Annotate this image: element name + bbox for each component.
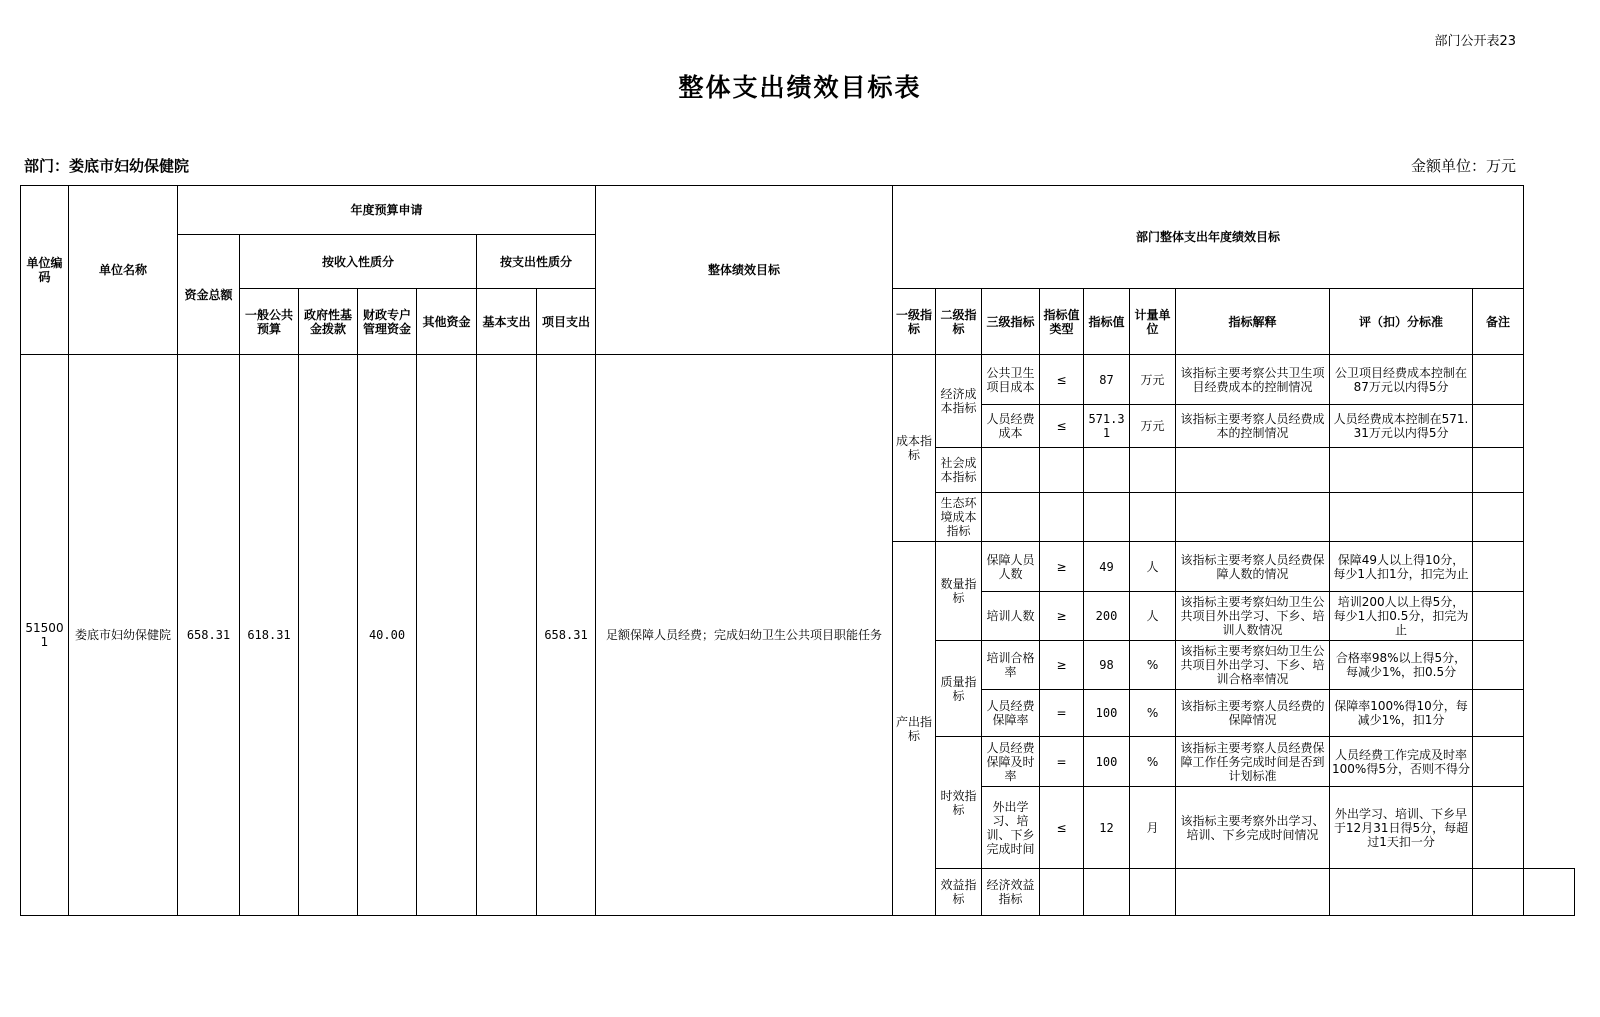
header-annual-budget: 年度预算申请 — [178, 186, 596, 235]
level2-eco-cost: 生态环境成本指标 — [936, 493, 982, 542]
other-funds-cell — [417, 355, 477, 916]
scoring-cell: 人员经费成本控制在571.31万元以内得5分 — [1330, 405, 1473, 448]
header-measure: 计量单位 — [1130, 289, 1176, 355]
level2-quantity: 数量指标 — [936, 542, 982, 641]
explanation-cell: 该指标主要考察外出学习、培训、下乡完成时间情况 — [1176, 787, 1330, 869]
header-general-budget: 一般公共预算 — [240, 289, 299, 355]
scoring-cell: 公卫项目经费成本控制在87万元以内得5分 — [1330, 355, 1473, 405]
header-by-income: 按收入性质分 — [240, 235, 477, 289]
project-expense-cell: 658.31 — [537, 355, 596, 916]
explanation-cell: 该指标主要考察妇幼卫生公共项目外出学习、下乡、培训人数情况 — [1176, 592, 1330, 641]
scoring-cell: 保障49人以上得10分，每少1人扣1分，扣完为止 — [1330, 542, 1473, 592]
header-total-funds: 资金总额 — [178, 235, 240, 355]
level3-cell: 人员经费保障及时率 — [982, 737, 1040, 787]
level3-cell: 培训人数 — [982, 592, 1040, 641]
level3-cell: 保障人员人数 — [982, 542, 1040, 592]
remarks-cell — [1473, 542, 1524, 592]
level3-cell — [1040, 869, 1084, 916]
explanation-cell: 该指标主要考察人员经费保障工作任务完成时间是否到计划标准 — [1176, 737, 1330, 787]
measure-cell — [1130, 448, 1176, 493]
value-type-cell: ≤ — [1040, 787, 1084, 869]
measure-cell: % — [1130, 737, 1176, 787]
level2-econ-benefit: 经济效益指标 — [982, 869, 1040, 916]
remarks-cell — [1473, 355, 1524, 405]
explanation-cell: 该指标主要考察妇幼卫生公共项目外出学习、下乡、培训合格率情况 — [1176, 641, 1330, 690]
explanation-cell — [1176, 448, 1330, 493]
value-type-cell: ≥ — [1040, 592, 1084, 641]
page-title: 整体支出绩效目标表 — [678, 73, 922, 102]
scoring-cell: 合格率98%以上得5分，每减少1%，扣0.5分 — [1330, 641, 1473, 690]
measure-cell: 人 — [1130, 542, 1176, 592]
measure-cell: 月 — [1130, 787, 1176, 869]
remarks-cell — [1473, 787, 1524, 869]
value-cell: 200 — [1084, 592, 1130, 641]
level3-cell: 人员经费保障率 — [982, 690, 1040, 737]
form-number: 部门公开表23 — [1434, 34, 1516, 49]
value-cell — [1084, 448, 1130, 493]
value-type-cell: = — [1040, 737, 1084, 787]
header-value-type: 指标值类型 — [1040, 289, 1084, 355]
measure-cell: 万元 — [1130, 405, 1176, 448]
value-type-cell: ≤ — [1040, 355, 1084, 405]
remarks-cell — [1473, 690, 1524, 737]
unit-name-cell: 娄底市妇幼保健院 — [69, 355, 178, 916]
special-account-cell: 40.00 — [358, 355, 417, 916]
header-overall-goal: 整体绩效目标 — [596, 186, 893, 355]
header-value: 指标值 — [1084, 289, 1130, 355]
header-by-expense: 按支出性质分 — [477, 235, 596, 289]
department-label: 部门：娄底市妇幼保健院 — [24, 157, 190, 175]
scoring-cell — [1330, 493, 1473, 542]
header-special-account: 财政专户管理资金 — [358, 289, 417, 355]
value-type-cell: ≥ — [1040, 542, 1084, 592]
value-type-cell: = — [1040, 690, 1084, 737]
header-scoring: 评（扣）分标准 — [1330, 289, 1473, 355]
level3-cell: 公共卫生项目成本 — [982, 355, 1040, 405]
unit-code-cell: 515001 — [21, 355, 69, 916]
measure-cell: % — [1130, 641, 1176, 690]
measure-cell: % — [1130, 690, 1176, 737]
remarks-cell — [1524, 869, 1575, 916]
gov-fund-cell — [299, 355, 358, 916]
level3-cell: 外出学习、培训、下乡完成时间 — [982, 787, 1040, 869]
measure-cell — [1130, 493, 1176, 542]
header-gov-fund: 政府性基金拨款 — [299, 289, 358, 355]
value-cell: 100 — [1084, 690, 1130, 737]
value-type-cell — [1040, 448, 1084, 493]
basic-expense-cell — [477, 355, 537, 916]
level1-benefit: 效益指标 — [936, 869, 982, 916]
value-type-cell — [1084, 869, 1130, 916]
value-type-cell: ≥ — [1040, 641, 1084, 690]
overall-goal-cell: 足额保障人员经费；完成妇幼卫生公共项目职能任务 — [596, 355, 893, 916]
explanation-cell: 该指标主要考察人员经费成本的控制情况 — [1176, 405, 1330, 448]
remarks-cell — [1473, 592, 1524, 641]
scoring-cell: 培训200人以上得5分，每少1人扣0.5分，扣完为止 — [1330, 592, 1473, 641]
level3-cell: 培训合格率 — [982, 641, 1040, 690]
header-level3: 三级指标 — [982, 289, 1040, 355]
general-budget-cell: 618.31 — [240, 355, 299, 916]
scoring-cell — [1473, 869, 1524, 916]
header-remarks: 备注 — [1473, 289, 1524, 355]
total-funds-cell: 658.31 — [178, 355, 240, 916]
remarks-cell — [1473, 737, 1524, 787]
value-cell: 571.31 — [1084, 405, 1130, 448]
level1-cost: 成本指标 — [893, 355, 936, 542]
value-cell — [1084, 493, 1130, 542]
remarks-cell — [1473, 493, 1524, 542]
explanation-cell: 该指标主要考察人员经费的保障情况 — [1176, 690, 1330, 737]
measure-cell — [1176, 869, 1330, 916]
remarks-cell — [1473, 448, 1524, 493]
explanation-cell: 该指标主要考察人员经费保障人数的情况 — [1176, 542, 1330, 592]
value-cell: 100 — [1084, 737, 1130, 787]
value-type-cell: ≤ — [1040, 405, 1084, 448]
remarks-cell — [1473, 405, 1524, 448]
header-level1: 一级指标 — [893, 289, 936, 355]
performance-table — [20, 185, 1575, 916]
header-level2: 二级指标 — [936, 289, 982, 355]
explanation-cell: 该指标主要考察公共卫生项目经费成本的控制情况 — [1176, 355, 1330, 405]
level1-output: 产出指标 — [893, 542, 936, 916]
amount-unit-label: 金额单位：万元 — [1410, 157, 1516, 175]
header-project-expense: 项目支出 — [537, 289, 596, 355]
level3-cell — [982, 493, 1040, 542]
scoring-cell: 保障率100%得10分，每减少1%，扣1分 — [1330, 690, 1473, 737]
value-cell: 12 — [1084, 787, 1130, 869]
measure-cell: 万元 — [1130, 355, 1176, 405]
header-basic-expense: 基本支出 — [477, 289, 537, 355]
value-cell — [1130, 869, 1176, 916]
table-row — [21, 355, 1575, 405]
level2-econ-cost: 经济成本指标 — [936, 355, 982, 448]
value-cell: 98 — [1084, 641, 1130, 690]
scoring-cell — [1330, 448, 1473, 493]
header-other-funds: 其他资金 — [417, 289, 477, 355]
value-cell: 49 — [1084, 542, 1130, 592]
value-cell: 87 — [1084, 355, 1130, 405]
remarks-cell — [1473, 641, 1524, 690]
scoring-cell: 外出学习、培训、下乡早于12月31日得5分，每超过1天扣一分 — [1330, 787, 1473, 869]
explanation-cell — [1330, 869, 1473, 916]
level3-cell — [982, 448, 1040, 493]
level2-timeliness: 时效指标 — [936, 737, 982, 869]
value-type-cell — [1040, 493, 1084, 542]
header-annual-goal: 部门整体支出年度绩效目标 — [893, 186, 1524, 289]
scoring-cell: 人员经费工作完成及时率100%得5分，否则不得分 — [1330, 737, 1473, 787]
explanation-cell — [1176, 493, 1330, 542]
header-unit-name: 单位名称 — [69, 186, 178, 355]
measure-cell: 人 — [1130, 592, 1176, 641]
level3-cell: 人员经费成本 — [982, 405, 1040, 448]
level2-quality: 质量指标 — [936, 641, 982, 737]
header-unit-code: 单位编码 — [21, 186, 69, 355]
header-explanation: 指标解释 — [1176, 289, 1330, 355]
level2-social-cost: 社会成本指标 — [936, 448, 982, 493]
